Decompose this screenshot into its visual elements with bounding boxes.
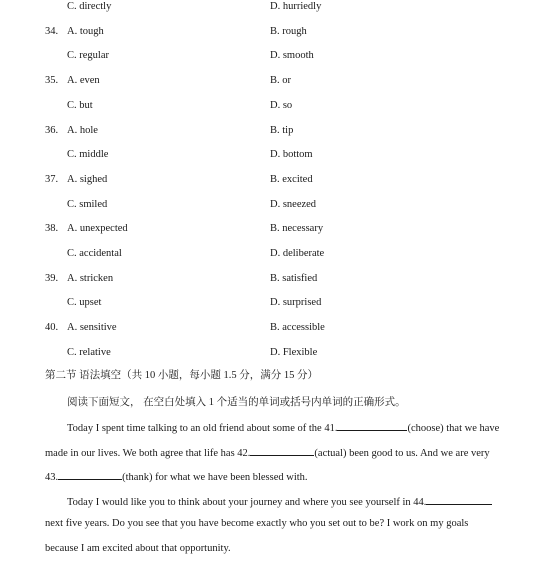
option-choice: A. sensitive bbox=[67, 322, 117, 334]
option-choice: B. tip bbox=[270, 124, 294, 136]
option-choice: C. but bbox=[67, 99, 93, 111]
option-choice: D. smooth bbox=[270, 50, 314, 62]
option-choice: B. necessary bbox=[270, 223, 324, 235]
option-row bbox=[0, 147, 554, 163]
option-choice: D. bottom bbox=[270, 149, 313, 161]
option-choice: B. accessible bbox=[270, 322, 325, 334]
option-choice: C. directly bbox=[67, 1, 112, 12]
option-row bbox=[0, 320, 554, 336]
question-number: 39. bbox=[45, 272, 59, 284]
option-row bbox=[0, 98, 554, 114]
option-row bbox=[0, 295, 554, 311]
option-row bbox=[0, 0, 554, 15]
option-choice: B. satisfied bbox=[270, 272, 318, 284]
option-row bbox=[0, 123, 554, 139]
option-choice: A. stricken bbox=[67, 272, 114, 284]
option-row bbox=[0, 345, 554, 361]
option-choice: A. sighed bbox=[67, 173, 108, 185]
question-number: 34. bbox=[45, 25, 59, 37]
option-choice: D. hurriedly bbox=[270, 1, 322, 12]
option-row bbox=[0, 172, 554, 188]
passage-line: 43. (thank) for what we have been blessed with. bbox=[45, 469, 308, 483]
passage-line: Today I spent time talking to an old friend about some of the 41. (choose) that we have bbox=[67, 420, 499, 434]
option-row bbox=[0, 197, 554, 213]
answer-blank-43[interactable] bbox=[58, 469, 122, 480]
option-choice: C. relative bbox=[67, 346, 111, 358]
question-number: 36. bbox=[45, 124, 59, 136]
option-choice: D. so bbox=[270, 99, 293, 111]
option-choice: C. regular bbox=[67, 50, 109, 62]
question-number: 37. bbox=[45, 173, 59, 185]
option-choice: C. smiled bbox=[67, 198, 108, 210]
option-choice: B. excited bbox=[270, 173, 313, 185]
option-choice: A. even bbox=[67, 75, 100, 87]
option-choice: A. unexpected bbox=[67, 223, 128, 235]
answer-blank-41[interactable] bbox=[337, 420, 407, 431]
option-row bbox=[0, 24, 554, 40]
option-row bbox=[0, 48, 554, 64]
question-number: 40. bbox=[45, 322, 59, 334]
option-row bbox=[0, 271, 554, 287]
answer-blank-44[interactable] bbox=[426, 494, 492, 505]
instruction-text: 阅读下面短文， 在空白处填入 1 个适当的单词或括号内单词的正确形式。 bbox=[67, 397, 406, 408]
option-choice: C. upset bbox=[67, 297, 102, 309]
option-choice: D. Flexible bbox=[270, 346, 318, 358]
option-choice: C. middle bbox=[67, 149, 109, 161]
passage-line: Today I would like you to think about your journey and where you see yourself in 44. bbox=[67, 494, 492, 508]
question-number: 35. bbox=[45, 75, 59, 87]
option-choice: A. tough bbox=[67, 25, 104, 37]
section-title: 第二节 语法填空（共 10 小题，每小题 1.5 分，满分 15 分） bbox=[45, 370, 318, 381]
option-choice: D. sneezed bbox=[270, 198, 317, 210]
option-choice: B. rough bbox=[270, 25, 307, 37]
option-row bbox=[0, 221, 554, 237]
option-choice: D. surprised bbox=[270, 297, 322, 309]
option-choice: A. hole bbox=[67, 124, 98, 136]
option-row bbox=[0, 73, 554, 89]
passage-line: made in our lives. We both agree that life has 42. (actual) been good to us. And we are very bbox=[45, 445, 490, 459]
answer-blank-42[interactable] bbox=[250, 445, 314, 456]
option-choice: C. accidental bbox=[67, 248, 122, 259]
option-choice: B. or bbox=[270, 75, 291, 87]
option-choice: D. deliberate bbox=[270, 248, 325, 259]
passage-line: next five years. Do you see that you have become exactly who you set out to be? I work on my goals bbox=[45, 518, 469, 529]
question-number: 38. bbox=[45, 223, 59, 235]
passage-line: because I am excited about that opportunity. bbox=[45, 543, 231, 554]
option-row bbox=[0, 246, 554, 262]
